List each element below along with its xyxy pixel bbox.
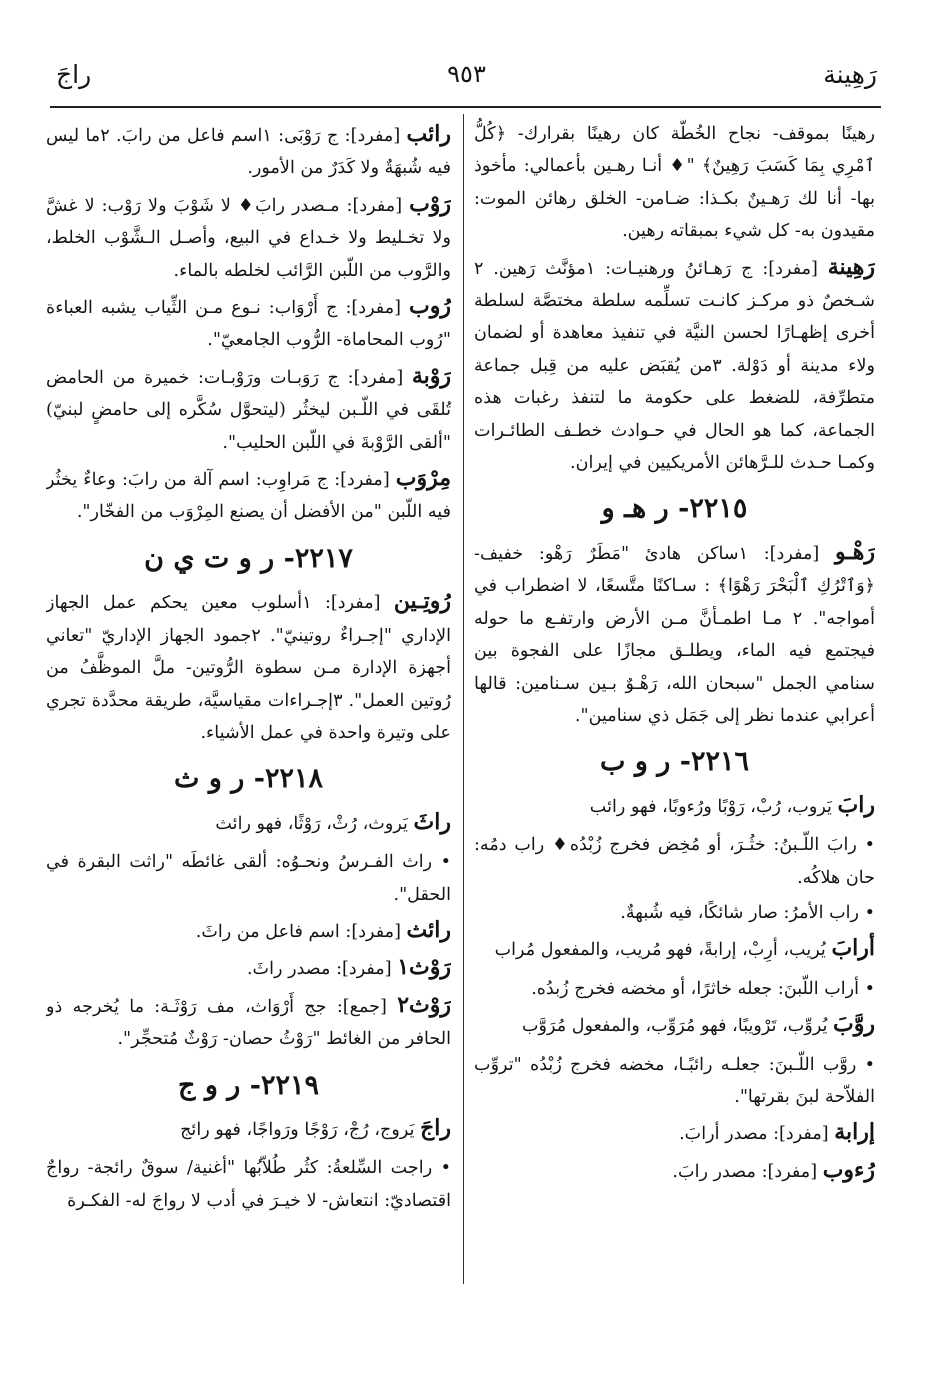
headword: روَّبَ [833, 1011, 875, 1038]
headword: رائث [406, 916, 451, 943]
definition: ج أَرْوَاب: نـوع مـن الثِّياب يشبه العباءة "رُوب المحاماة- الرُّوب الجامعيّ". [46, 298, 451, 351]
headword: راجَ [420, 1114, 451, 1141]
definition: جج أَرْوَاث، مف رَوْثَـة: ما يُخرجه ذو الحافر من الغائط "رَوْثُ حصان- رَوْثٌ مُتحجِّر". [46, 996, 451, 1050]
headword: رائب [406, 121, 451, 147]
headword: رُءوب [822, 1156, 875, 1183]
definition: مصدر رابَ. [672, 1161, 756, 1182]
headword: رُوب [409, 293, 451, 320]
verb-entry [474, 789, 875, 823]
header-rule [50, 106, 881, 108]
verb-entry [46, 806, 451, 840]
verb-entry [46, 1112, 451, 1146]
root-section-heading: ٢٢١٦- ر و ب [600, 746, 749, 778]
part-of-speech: [مفرد]: [345, 298, 401, 319]
headword: رُوتِـين [393, 588, 451, 615]
definition: ج مَراوِب: اسم آلة من رابَ: وعاءٌ يخثُر فيه اللّبن "من الأفضل أن يصنع المِرْوَب من الفخّار". [46, 470, 451, 523]
definition: مصدر راثَ. [246, 959, 331, 980]
part-of-speech: [مفرد]: [344, 126, 401, 146]
dictionary-entry [46, 989, 451, 1056]
continued-text: رهينًا بموقف- نجاح الخُطّة كان رهينًا بقرارك- ﴿كُلُّ ٱمْرِي بِمَا كَسَبَ رَهِينٌ﴾ "♦ أنـا رهـين بأعمالي: مأخوذ بها- أنا لك رَهـينٌ بكـذا: ضـامن- الخلق رهائن الموت: مقيدون به- كل شيء بمبقاته رهين. [474, 124, 875, 242]
dictionary-entry [46, 951, 451, 985]
definition: ١أسلوب معين يحكم عمل الجهاز الإداري "إجـراءٌ روتينيّ". ٢جمود الجهاز الإداريّ "تعاني أجهزة الإدارة مـن سطوة الرُّوتين- ملَّ الموظَّفُ من رُوتين العمل". ٣إجـراءات مقياسيَّة، طريقة محدَّدة تجري على وتيرة واحدة في عمل الأشياء. [46, 593, 451, 743]
part-of-speech: [مفرد]: [347, 367, 404, 388]
right-guide-word: رَهِينة [823, 60, 877, 89]
part-of-speech: [مفرد]: [324, 593, 381, 614]
definition: ج رَهـائنُ ورهنيـات: ١مؤنَّث رَهين. ٢ شـخصٌ ذو مركـز كانـت تسلِّمه سلطة مختصَّة لسلطة أخرى إظهـارًا لحسن النيَّة في تنفيذ معاهدة أو لضمان ولاء مدينة أو دَوْلة. ٣من يُقبَض عليه من قِبل جماعة متطرِّفة، للضغط على حكومة ما لتنفذ رغبات هذه الجماعة، كما هو الحال في حـوادث خطـف الطائـرات وكمـا حـدث للـرَّهائن الأمريكيين في إيران. [474, 258, 875, 474]
headword: رَوْث١ [397, 954, 451, 981]
part-of-speech: [مفرد]: [336, 959, 392, 980]
sense-bullet: • راجت السِّلعةُ: كثُر طُلاّبُها "أغنية/ سوقٌ رائجة- رواجٌ اقتصاديّ: انتعاش- لا خيـرَ في أدب لا رواجَ له- الفكـرة [46, 1158, 451, 1211]
sense-bullet: • راث الفـرسُ ونحـوُه: ألقى غائطَه "راثت البقرة في الحقل". [46, 852, 451, 905]
root-section-heading: ٢٢١٥- ر هـ و [601, 493, 748, 525]
sense-bullet: • أراب اللّبنَ: جعله خاثرًا، أو مخضه فخرج زُبدُه. [531, 978, 875, 999]
dictionary-entry [474, 536, 875, 732]
verb-entry [474, 1008, 875, 1042]
dictionary-entry [46, 360, 451, 459]
column-divider [463, 114, 464, 1284]
conjugation: يُريب، أرِبْ، إرابةً، فهو مُريب، والمفعول مُراب [494, 940, 826, 961]
dictionary-entry [474, 251, 875, 480]
headword: رَهِينة [827, 253, 875, 280]
headword: رَوْبة [411, 362, 451, 389]
headword: رابَ [837, 791, 875, 818]
dictionary-entry [46, 188, 451, 287]
page-number: ٩٥٣ [447, 60, 486, 88]
headword: إرابة [834, 1119, 875, 1146]
right-column [474, 118, 875, 1289]
sense-bullet: • راب الأمرُ: صار شائكًا، فيه شُبهةٌ. [620, 902, 875, 923]
dictionary-entry [46, 585, 451, 749]
page-header [52, 58, 881, 102]
dictionary-entry [474, 1154, 875, 1188]
headword: رَهْـو [834, 538, 875, 565]
sense-bullet: • روَّب اللّـبنَ: جعلـه رائبًـا، مخضه فخرج زُبْدُه "تروِّب الفلاّحة لبنَ بقرتها". [474, 1054, 875, 1107]
dictionary-entry [46, 290, 451, 357]
root-section-heading: ٢٢١٧- ر و ت ي ن [144, 542, 353, 574]
headword: راثَ [413, 808, 451, 835]
definition: ج رَوَبـات ورَوْبـات: خميرة من الحامض تُلقَى في اللّـبن ليخثُر (ليتحوَّل سُكَّره إلى حامضٍ لبنيّ) "ألقى الرَّوْبةَ في اللّبن الحليب". [46, 367, 451, 453]
left-guide-word: راجَ [56, 60, 92, 89]
part-of-speech: [مفرد]: [761, 1161, 818, 1182]
root-section-heading: ٢٢١٩- ر و ج [178, 1069, 319, 1101]
part-of-speech: [مفرد]: [334, 470, 390, 491]
root-section-heading: ٢٢١٨- ر و ث [174, 763, 323, 795]
dictionary-entry [46, 914, 451, 948]
sense-bullet: • رابَ اللّـبنُ: خثُـرَ، أو مُخِض فخرج زُبْدُه♦ راب دمُه: حان هلاكُه. [474, 835, 875, 888]
conjugation: يَروج، رُجْ، رَوْجًا ورَواجًا، فهو رائج [180, 1119, 415, 1140]
definition: ١ساكن هادئ "مَطَرٌ رَهْو: خفيف- ﴿وَٱتْرُكِ ٱلْبَحْرَ رَهْوًا﴾ : سـاكنًا متَّسعًا، لا اضطراب في أمواجه". ٢ مـا اطمـأنَّ مـن الأرض وارتفـع ما حوله فيجتمع فيه الماء، ويطلـق مجازًا على الفجوة بين سنامي الجمل "سبحان الله، رَهْـوٌ بـين سـنامين: قالها أعرابي عندما نظر إلى جَمَل ذي سنامين". [474, 543, 875, 726]
dictionary-entry [46, 118, 451, 185]
part-of-speech: [مفرد]: [773, 1124, 829, 1145]
verb-entry [474, 932, 875, 966]
part-of-speech: [مفرد]: [763, 543, 820, 564]
definition: مصدر أرابَ. [679, 1124, 768, 1145]
dictionary-entry [474, 1116, 875, 1150]
dictionary-entry [46, 462, 451, 529]
part-of-speech: [جمع]: [336, 996, 387, 1017]
definition: مـصدر رابَ♦ لا شَوْبَ ولا رَوْب: لا غشَّ ولا تخـليط ولا خـداع في البيع، وأصـل الـشَّوْب الخلط، والرَّوب من اللّبن الرَّائب لخلطه بالماء. [46, 195, 451, 281]
conjugation: يَروث، رُثْ، رَوْثًا، فهو رائث [215, 813, 408, 834]
part-of-speech: [مفرد]: [762, 258, 818, 279]
headword: مِرْوَب [395, 465, 451, 492]
conjugation: يَروب، رُبْ، رَوْبًا ورُءوبًا، فهو رائب [589, 796, 832, 817]
definition: اسم فاعل من راثَ. [195, 921, 340, 942]
part-of-speech: [مفرد]: [346, 195, 403, 216]
left-column [46, 118, 451, 1289]
conjugation: يُروِّب، تَرْويبًا، فهو مُرَوِّب، والمفعول مُرَوَّب [521, 1016, 828, 1037]
headword: أرابَ [831, 935, 875, 962]
headword: رَوْب [409, 190, 451, 217]
headword: رَوْث٢ [397, 991, 451, 1018]
part-of-speech: [مفرد]: [345, 921, 401, 942]
definition: ج رَوْبَى: ١اسم فاعل من رابَ. ٢ما ليس فيه شُبهَةٌ ولا كَدَرٌ من الأمور. [46, 126, 451, 179]
